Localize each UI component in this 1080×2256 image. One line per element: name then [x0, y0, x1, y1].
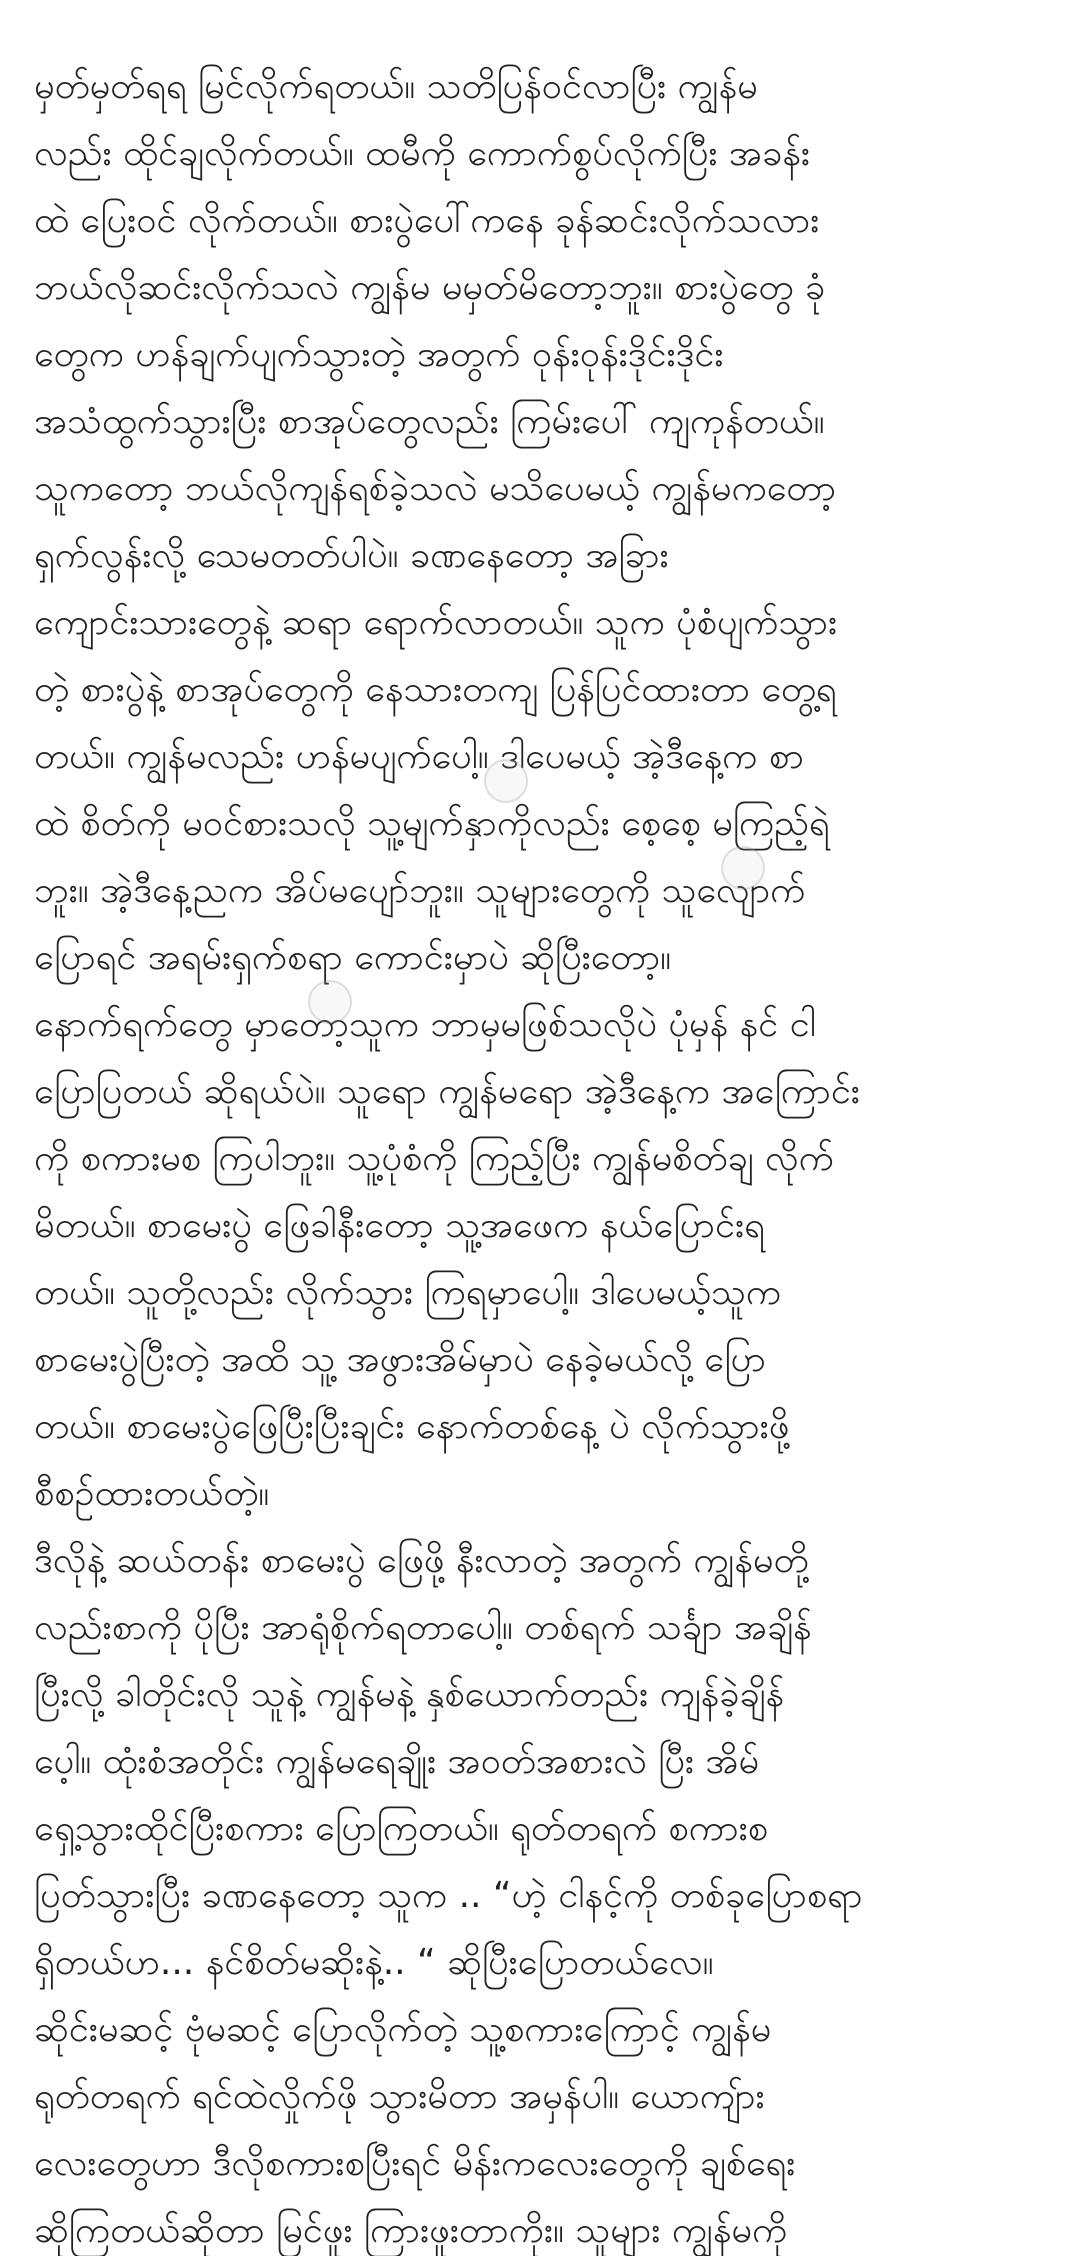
touch-ripple-indicator — [484, 759, 528, 803]
text-line: ရှေ့သွားထိုင်ပြီးစကား ပြောကြတယ်။ ရုတ်တရက် စကားစ — [34, 1808, 769, 1849]
touch-ripple-indicator — [721, 846, 765, 890]
text-line: အသံထွက်သွားပြီး စာအုပ်တွေလည်း ကြမ်းပေါ် ကျကုန်တယ်။ — [34, 401, 825, 442]
text-line: မိတယ်။ စာမေးပွဲ ဖြေခါနီးတော့ သူ့အဖေက နယ်ပြောင်းရ — [34, 1205, 765, 1246]
text-line: ထဲ စိတ်ကို မဝင်စားသလို သူ့မျက်နှာကိုလည်း စေ့စေ့ မကြည့်ရဲ — [34, 803, 830, 844]
text-line: ရှိတယ်ဟ... နင်စိတ်မဆိုးနဲ့.. “ ဆိုပြီးပြောတယ်လေ။ — [34, 1942, 714, 1983]
text-line: ပြတ်သွားပြီး ခဏနေတော့ သူက .. “ဟဲ့ ငါနင့်ကို တစ်ခုပြောစရာ — [34, 1875, 863, 1916]
text-line: နောက်ရက်တွေ မှာတော့သူက ဘာမှမဖြစ်သလိုပဲ ပုံမှန် နင် ငါ — [34, 1004, 816, 1045]
text-line: ဆိုကြတယ်ဆိုတာ မြင်ဖူး ကြားဖူးတာကိုး။ သူများ ကျွန်မကို — [34, 2210, 788, 2251]
text-line: ကို စကားမစ ကြပါဘူး။ သူ့ပုံစံကို ကြည့်ပြီး ကျွန်မစိတ်ချ လိုက် — [34, 1138, 834, 1179]
text-line: လည်းစာကို ပိုပြီး အာရုံစိုက်ရတာပေါ့။ တစ်ရက် သင်္ချာ အချိန် — [34, 1607, 812, 1648]
touch-ripple-indicator — [308, 980, 352, 1024]
text-line: ပြောရင် အရမ်းရှက်စရာ ကောင်းမှာပဲ ဆိုပြီးတော့။ — [34, 937, 672, 978]
text-line: ပြောပြတယ် ဆိုရယ်ပဲ။ သူရော ကျွန်မရော အဲ့ဒီနေ့က အကြောင်း — [34, 1071, 860, 1112]
text-line: ပေ့ါ။ ထုံးစံအတိုင်း ကျွန်မရေချိုး အဝတ်အစားလဲ ပြီး အိမ် — [34, 1741, 760, 1782]
text-line: မှတ်မှတ်ရရ မြင်လိုက်ရတယ်။ သတိပြန်ဝင်လာပြီး ကျွန်မ — [34, 66, 758, 107]
text-line: ပြီးလို့ ခါတိုင်းလို သူနဲ့ ကျွန်မနဲ့ နှစ်ယောက်တည်း ကျန်ခဲ့ချိန် — [34, 1674, 785, 1715]
text-line: ဘူး။ အဲ့ဒီနေ့ညက အိပ်မပျော်ဘူး။ သူများတွေကို သူလျောက် — [34, 870, 806, 911]
text-line: တဲ့ စားပွဲနဲ့ စာအုပ်တွေကို နေသားတကျ ပြန်ပြင်ထားတာ တွေ့ရ — [34, 669, 837, 710]
text-line: သူကတော့ ဘယ်လိုကျန်ရစ်ခဲ့သလဲ မသိပေမယ့် ကျွန်မကတော့ — [34, 468, 837, 509]
text-line: စာမေးပွဲပြီးတဲ့ အထိ သူ့ အဖွားအိမ်မှာပဲ နေခဲ့မယ်လို့ ပြော — [34, 1339, 766, 1380]
text-line: လေးတွေဟာ ဒီလိုစကားစပြီးရင် မိန်းကလေးတွေကို ချစ်ရေး — [34, 2143, 796, 2184]
text-line: ရုတ်တရက် ရင်ထဲလှိုက်ဖို သွားမိတာ အမှန်ပါ။ ယောကျ်ား — [34, 2076, 765, 2117]
text-line: ကျောင်းသားတွေနဲ့ ဆရာ ရောက်လာတယ်။ သူက ပုံစံပျက်သွား — [34, 602, 838, 643]
text-line — [34, 0, 1054, 53]
text-line: တယ်။ စာမေးပွဲဖြေပြီးပြီးချင်း နောက်တစ်နေ့ ပဲ လိုက်သွားဖို့ — [34, 1406, 790, 1447]
text-line: ဒီလိုနဲ့ ဆယ်တန်း စာမေးပွဲ ဖြေဖို့ နီးလာတဲ့ အတွက် ကျွန်မတို့ — [34, 1540, 809, 1581]
text-line: စီစဉ်ထားတယ်တဲ့။ — [34, 1473, 270, 1514]
text-line: တယ်။ ကျွန်မလည်း ဟန်မပျက်ပေါ့။ ဒါပေမယ့် အဲ့ဒီနေ့က စာ — [34, 736, 804, 777]
text-line: ဆိုင်းမဆင့် ဗုံမဆင့် ပြောလိုက်တဲ့ သူ့စကားကြောင့် ကျွန်မ — [34, 2009, 772, 2050]
text-line: တွေက ဟန်ချက်ပျက်သွားတဲ့ အတွက် ဝုန်းဝုန်းဒိုင်းဒိုင်း — [34, 334, 724, 375]
text-line: တယ်။ သူတို့လည်း လိုက်သွား ကြရမှာပေါ့။ ဒါပေမယ့်သူက — [34, 1272, 782, 1313]
article-text — [34, 0, 1054, 2256]
text-line: ထဲ ပြေးဝင် လိုက်တယ်။ စားပွဲပေါ်ကနေ ခုန်ဆင်းလိုက်သလား — [34, 200, 820, 241]
text-line: ရှက်လွန်းလို့ သေမတတ်ပါပဲ။ ခဏနေတော့ အခြား — [34, 535, 669, 576]
text-line: ဘယ်လိုဆင်းလိုက်သလဲ ကျွန်မ မမှတ်မိတော့ဘူး။ စားပွဲတွေ ခုံ — [34, 267, 826, 308]
text-line: လည်း ထိုင်ချလိုက်တယ်။ ထမီကို ကောက်စွပ်လိုက်ပြီး အခန်း — [34, 133, 811, 174]
